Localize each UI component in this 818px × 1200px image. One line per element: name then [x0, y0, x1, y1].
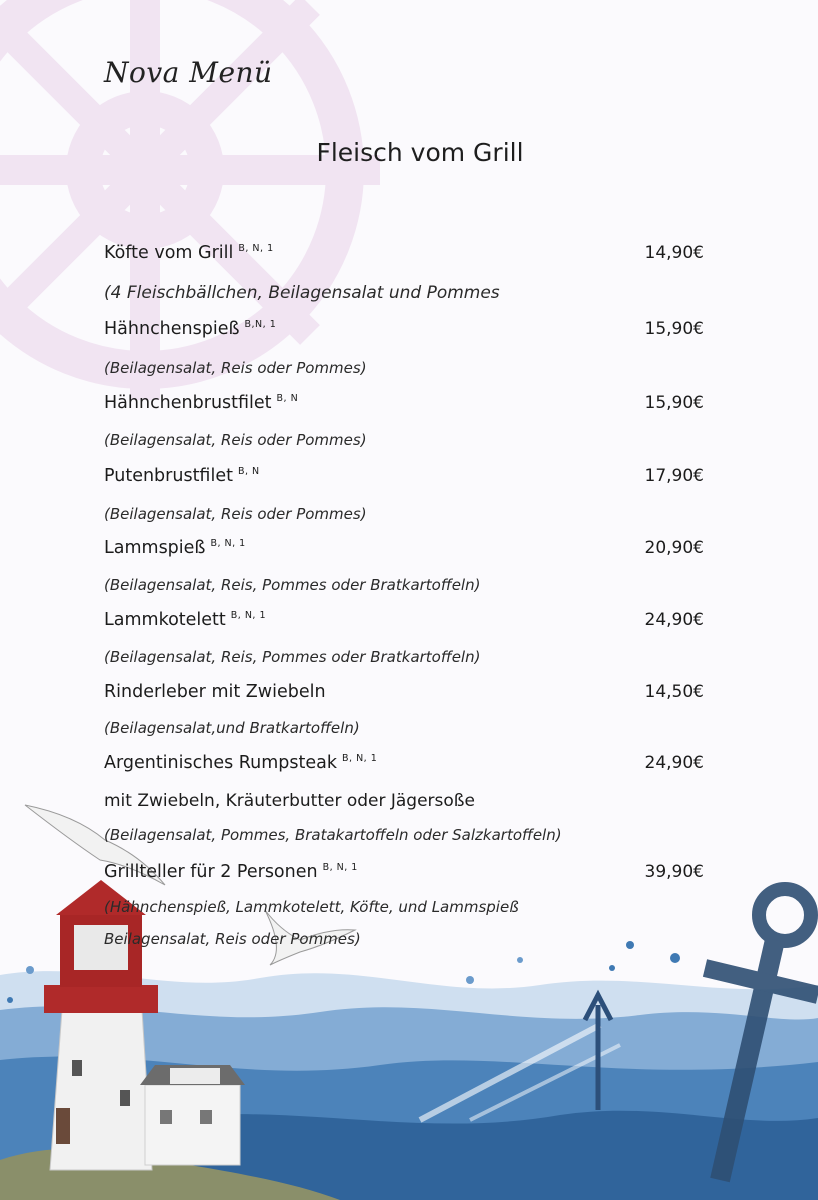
- item-subline: mit Zwiebeln, Kräuterbutter oder Jägersoße: [104, 791, 475, 811]
- item-description: (Beilagensalat, Reis oder Pommes): [104, 505, 367, 523]
- house-illustration: [140, 1065, 245, 1165]
- allergen-codes: B, N, 1: [210, 538, 246, 549]
- allergen-codes: B, N, 1: [342, 753, 378, 764]
- item-description: (Beilagensalat, Reis, Pommes oder Bratkartoffeln): [104, 648, 481, 666]
- item-price: 24,90€: [644, 610, 704, 630]
- menu-item: [104, 610, 714, 630]
- item-description: (Beilagensalat, Pommes, Bratakartoffeln oder Salzkartoffeln): [104, 826, 562, 844]
- item-price: 15,90€: [644, 393, 704, 413]
- item-description: (Beilagensalat, Reis oder Pommes): [104, 431, 367, 449]
- menu-item: [104, 682, 714, 702]
- item-price: 39,90€: [644, 862, 704, 882]
- item-description: (4 Fleischbällchen, Beilagensalat und Pommes: [104, 283, 500, 303]
- page-title: Nova Menü: [104, 56, 273, 89]
- item-price: 17,90€: [644, 466, 704, 486]
- item-price: 14,50€: [644, 682, 704, 702]
- item-price: 15,90€: [644, 319, 704, 339]
- allergen-codes: B, N, 1: [322, 862, 358, 873]
- item-price: 14,90€: [644, 243, 704, 263]
- item-name: Rinderleber mit Zwiebeln: [104, 682, 326, 702]
- item-description-continued: Beilagensalat, Reis oder Pommes): [104, 930, 361, 948]
- item-description: (Hähnchenspieß, Lammkotelett, Köfte, und Lammspieß: [104, 898, 519, 916]
- allergen-codes: B, N: [276, 393, 299, 404]
- menu-item: [104, 862, 714, 882]
- item-name: Lammkotelett: [104, 610, 226, 630]
- item-description: (Beilagensalat,und Bratkartoffeln): [104, 719, 360, 737]
- menu-item: [104, 753, 714, 773]
- menu-item: [104, 393, 714, 413]
- allergen-codes: B, N, 1: [230, 610, 267, 621]
- allergen-codes: B, N: [237, 466, 260, 477]
- item-description: (Beilagensalat, Reis oder Pommes): [104, 359, 367, 377]
- menu-item: [104, 466, 714, 486]
- item-price: 20,90€: [644, 538, 704, 558]
- item-name: Grillteller für 2 Personen: [104, 862, 318, 882]
- item-name: Argentinisches Rumpsteak: [104, 753, 338, 773]
- menu-item: [104, 538, 714, 558]
- lighthouse-icon: [44, 880, 158, 1170]
- item-price: 24,90€: [644, 753, 704, 773]
- menu-item: [104, 319, 714, 339]
- menu-item: [104, 243, 714, 263]
- allergen-codes: B, N, 1: [238, 243, 274, 254]
- item-name: Putenbrustfilet: [104, 466, 233, 486]
- item-name: Hähnchenbrustfilet: [104, 393, 272, 413]
- section-title: Fleisch vom Grill: [316, 138, 524, 167]
- item-name: Köfte vom Grill: [104, 243, 234, 263]
- allergen-codes: B,N, 1: [244, 319, 277, 330]
- item-name: Lammspieß: [104, 538, 206, 558]
- item-description: (Beilagensalat, Reis, Pommes oder Bratkartoffeln): [104, 576, 481, 594]
- item-name: Hähnchenspieß: [104, 319, 240, 339]
